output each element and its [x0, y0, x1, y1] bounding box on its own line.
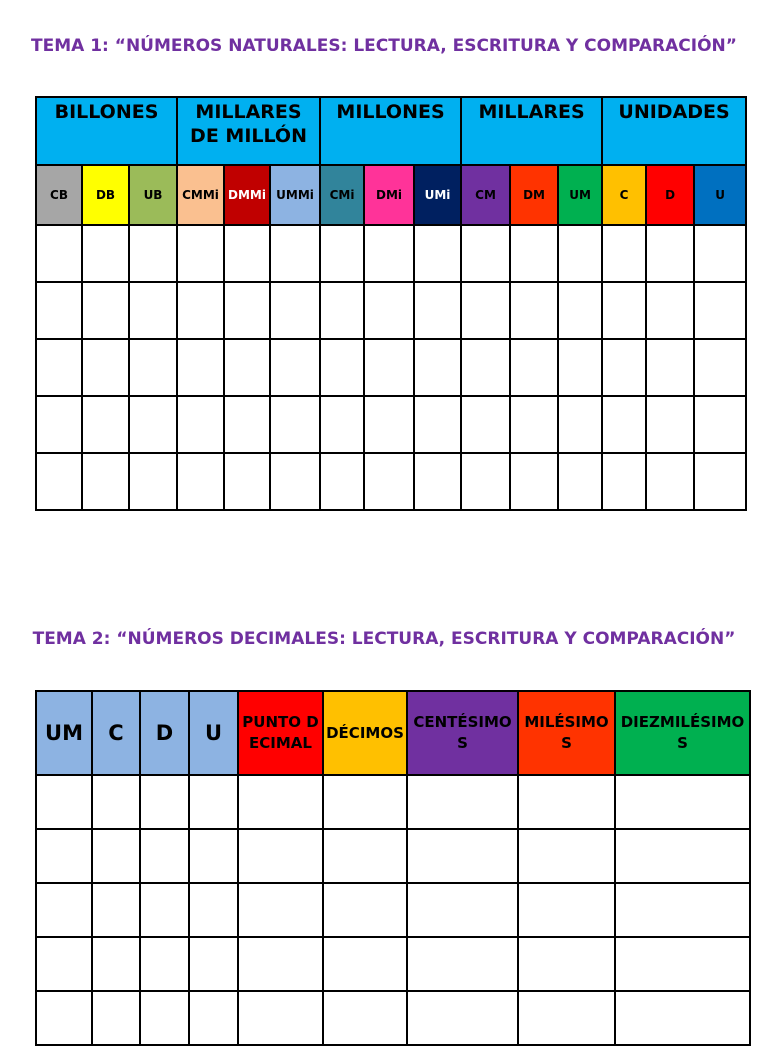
table-cell[interactable] [323, 991, 407, 1045]
table-cell[interactable] [224, 282, 270, 339]
table-cell[interactable] [36, 339, 82, 396]
table-row [36, 991, 750, 1045]
group-unidades: UNIDADES [602, 97, 746, 165]
table-cell[interactable] [364, 282, 414, 339]
column-header-cm: CM [461, 165, 510, 225]
table-cell[interactable] [320, 282, 364, 339]
table-cell[interactable] [510, 396, 558, 453]
table-row [36, 937, 750, 991]
table-cell[interactable] [238, 829, 323, 883]
table-cell[interactable] [238, 991, 323, 1045]
column-header-cb: CB [36, 165, 82, 225]
table-cell[interactable] [140, 883, 189, 937]
table-cell[interactable] [177, 339, 224, 396]
table-cell[interactable] [646, 453, 694, 510]
table-row [36, 339, 746, 396]
table-cell[interactable] [461, 339, 510, 396]
table-cell[interactable] [177, 282, 224, 339]
table-cell[interactable] [510, 453, 558, 510]
table-cell[interactable] [189, 937, 238, 991]
column-header-punto-decimal: PUNTO DECIMAL [238, 691, 323, 775]
table-cell[interactable] [92, 937, 140, 991]
table-cell[interactable] [414, 282, 461, 339]
table-cell[interactable] [518, 829, 615, 883]
table-cell[interactable] [36, 282, 82, 339]
column-header-ub: UB [129, 165, 177, 225]
table-cell[interactable] [82, 453, 129, 510]
table-cell[interactable] [36, 396, 82, 453]
table-cell[interactable] [270, 339, 320, 396]
table-cell[interactable] [407, 775, 518, 829]
group-header-row [36, 97, 746, 165]
table-cell[interactable] [518, 937, 615, 991]
column-header-centesimos: CENTÉSIMOS [407, 691, 518, 775]
column-header-u: U [694, 165, 746, 225]
table-row [36, 396, 746, 453]
table-cell[interactable] [602, 453, 646, 510]
table-cell[interactable] [615, 829, 750, 883]
column-header-um: UM [558, 165, 602, 225]
table-cell[interactable] [558, 225, 602, 282]
table-row [36, 225, 746, 282]
group-billones: BILLONES [36, 97, 177, 165]
table-cell[interactable] [189, 991, 238, 1045]
table-cell[interactable] [140, 775, 189, 829]
table-cell[interactable] [36, 883, 92, 937]
table-cell[interactable] [270, 282, 320, 339]
table-cell[interactable] [129, 339, 177, 396]
column-header-d: D [140, 691, 189, 775]
table-cell[interactable] [36, 937, 92, 991]
column-header-db: DB [82, 165, 129, 225]
table-cell[interactable] [646, 396, 694, 453]
table-cell[interactable] [414, 339, 461, 396]
decimal-header-row [36, 691, 750, 775]
table-cell[interactable] [518, 883, 615, 937]
column-header-cmi: CMi [320, 165, 364, 225]
group-millares-de-millon: MILLARES DE MILLÓN [177, 97, 320, 165]
table-cell[interactable] [140, 829, 189, 883]
table-cell[interactable] [270, 225, 320, 282]
table-cell[interactable] [238, 775, 323, 829]
table-row [36, 775, 750, 829]
table-cell[interactable] [140, 991, 189, 1045]
table-cell[interactable] [320, 225, 364, 282]
table-cell[interactable] [36, 453, 82, 510]
table-cell[interactable] [320, 339, 364, 396]
column-header-c: C [92, 691, 140, 775]
table-cell[interactable] [615, 991, 750, 1045]
table-cell[interactable] [510, 225, 558, 282]
table-cell[interactable] [364, 339, 414, 396]
table-cell[interactable] [82, 282, 129, 339]
table-cell[interactable] [82, 396, 129, 453]
table-cell[interactable] [615, 775, 750, 829]
table-cell[interactable] [270, 453, 320, 510]
table-cell[interactable] [92, 991, 140, 1045]
table-row [36, 829, 750, 883]
table-row [36, 883, 750, 937]
table-cell[interactable] [558, 396, 602, 453]
table-cell[interactable] [177, 453, 224, 510]
table-cell[interactable] [238, 937, 323, 991]
column-header-diezmilesimos: DIEZMILÉSIMOS [615, 691, 750, 775]
table-cell[interactable] [461, 225, 510, 282]
table-cell[interactable] [320, 453, 364, 510]
table-cell[interactable] [510, 339, 558, 396]
table-cell[interactable] [461, 396, 510, 453]
table-cell[interactable] [323, 829, 407, 883]
table-cell[interactable] [224, 396, 270, 453]
table-cell[interactable] [364, 453, 414, 510]
table-cell[interactable] [558, 339, 602, 396]
table-cell[interactable] [407, 829, 518, 883]
table-cell[interactable] [602, 225, 646, 282]
group-millones: MILLONES [320, 97, 461, 165]
table-cell[interactable] [518, 991, 615, 1045]
table-cell[interactable] [82, 339, 129, 396]
group-millares: MILLARES [461, 97, 602, 165]
column-header-dm: DM [510, 165, 558, 225]
table-cell[interactable] [224, 225, 270, 282]
column-header-dmmi: DMMi [224, 165, 270, 225]
table-cell[interactable] [407, 883, 518, 937]
table-row [36, 453, 746, 510]
column-header-um: UM [36, 691, 92, 775]
table-cell[interactable] [414, 453, 461, 510]
table-cell[interactable] [602, 339, 646, 396]
column-header-c: C [602, 165, 646, 225]
table-cell[interactable] [461, 282, 510, 339]
table-cell[interactable] [461, 453, 510, 510]
table-cell[interactable] [414, 225, 461, 282]
table-cell[interactable] [414, 396, 461, 453]
table-cell[interactable] [189, 775, 238, 829]
column-header-dmi: DMi [364, 165, 414, 225]
table-cell[interactable] [129, 225, 177, 282]
table-cell[interactable] [36, 775, 92, 829]
table-cell[interactable] [364, 396, 414, 453]
table-cell[interactable] [82, 225, 129, 282]
table-cell[interactable] [92, 775, 140, 829]
table-cell[interactable] [92, 883, 140, 937]
table-cell[interactable] [189, 883, 238, 937]
table-cell[interactable] [646, 282, 694, 339]
table-cell[interactable] [224, 453, 270, 510]
table-cell[interactable] [518, 775, 615, 829]
column-header-u: U [189, 691, 238, 775]
table-cell[interactable] [615, 937, 750, 991]
table-cell[interactable] [646, 339, 694, 396]
table-cell[interactable] [323, 883, 407, 937]
table-cell[interactable] [140, 937, 189, 991]
table-cell[interactable] [270, 396, 320, 453]
place-value-table-naturales [35, 96, 747, 511]
tema1-title: TEMA 1: “NÚMEROS NATURALES: LECTURA, ESCRITURA Y COMPARACIÓN” [31, 36, 737, 56]
table-cell[interactable] [602, 396, 646, 453]
table-cell[interactable] [646, 225, 694, 282]
table-cell[interactable] [602, 282, 646, 339]
table-cell[interactable] [694, 282, 746, 339]
table-cell[interactable] [129, 396, 177, 453]
table-cell[interactable] [510, 282, 558, 339]
table-cell[interactable] [92, 829, 140, 883]
table-cell[interactable] [36, 829, 92, 883]
place-value-header-row [36, 165, 746, 225]
table-cell[interactable] [615, 883, 750, 937]
table-cell[interactable] [129, 453, 177, 510]
table-cell[interactable] [36, 225, 82, 282]
table-cell[interactable] [238, 883, 323, 937]
place-value-table-decimales [35, 690, 751, 1046]
table-cell[interactable] [177, 396, 224, 453]
table-cell[interactable] [36, 991, 92, 1045]
table-cell[interactable] [407, 937, 518, 991]
table-cell[interactable] [320, 396, 364, 453]
table-cell[interactable] [189, 829, 238, 883]
table-cell[interactable] [323, 775, 407, 829]
table-cell[interactable] [694, 396, 746, 453]
table-cell[interactable] [323, 937, 407, 991]
column-header-milesimos: MILÉSIMOS [518, 691, 615, 775]
table-row [36, 282, 746, 339]
column-header-umi: UMi [414, 165, 461, 225]
table-cell[interactable] [694, 339, 746, 396]
column-header-cmmi: CMMi [177, 165, 224, 225]
column-header-decimos: DÉCIMOS [323, 691, 407, 775]
table-cell[interactable] [694, 225, 746, 282]
table-cell[interactable] [224, 339, 270, 396]
table-cell[interactable] [694, 453, 746, 510]
table-cell[interactable] [558, 282, 602, 339]
column-header-d: D [646, 165, 694, 225]
table-cell[interactable] [558, 453, 602, 510]
table-cell[interactable] [364, 225, 414, 282]
table-cell[interactable] [177, 225, 224, 282]
table-cell[interactable] [407, 991, 518, 1045]
tema2-title: TEMA 2: “NÚMEROS DECIMALES: LECTURA, ESCRITURA Y COMPARACIÓN” [32, 629, 736, 649]
table-cell[interactable] [129, 282, 177, 339]
column-header-ummi: UMMi [270, 165, 320, 225]
